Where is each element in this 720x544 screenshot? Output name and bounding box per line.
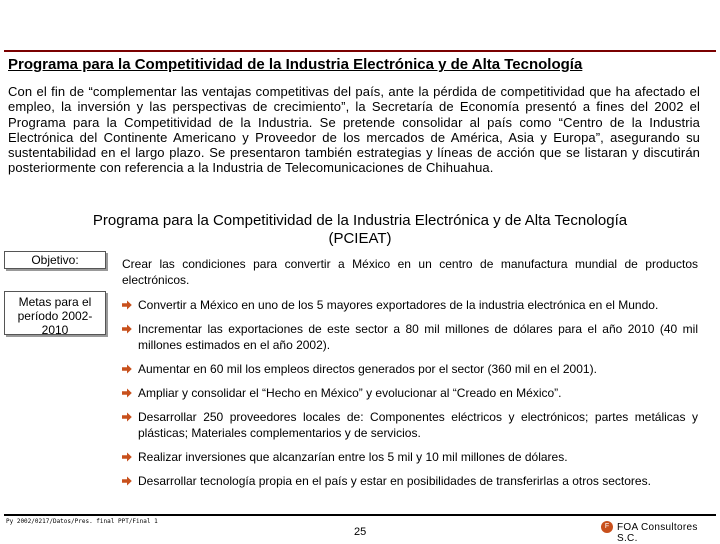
goal-text: Ampliar y consolidar el “Hecho en México” y evolucionar al “Creado en México”. [138,386,562,400]
goal-text: Incrementar las exportaciones de este sector a 80 mil millones de dólares para el año 2010 (40 mil millones estimados en el año 2002). [138,322,698,352]
goal-item [122,385,698,401]
goal-item [122,297,698,313]
arrow-right-icon [122,364,132,374]
top-rule [4,50,716,52]
goal-item [122,409,698,441]
program-title [30,212,690,248]
program-table [4,251,716,513]
goal-text: Aumentar en 60 mil los empleos directos generados por el sector (360 mil en el 2001). [138,362,597,376]
goal-item [122,449,698,465]
arrow-right-icon [122,388,132,398]
footer-file-path: Py 2002/0217/Datos/Pres. final PPT/Final 1 [6,518,158,525]
goal-item [122,321,698,353]
objective-label: Objetivo: [4,251,106,269]
goal-text: Convertir a México en uno de los 5 mayores exportadores de la industria electrónica en el Mundo. [138,298,659,312]
goal-item [122,361,698,377]
goals-label: Metas para el período 2002-2010 [4,291,106,335]
footer-rule [4,514,716,516]
goal-text: Desarrollar 250 proveedores locales de: Componentes eléctricos y electrónicos; partes metálicas y plásticas; Materiales complementarios y de servicios. [138,410,698,440]
company-logo: F [601,521,613,533]
goals-list [122,297,698,497]
arrow-right-icon [122,452,132,462]
goal-item [122,473,698,489]
arrow-right-icon [122,300,132,310]
arrow-right-icon [122,476,132,486]
goal-text: Desarrollar tecnología propia en el país y estar en posibilidades de transferirlas a otros sectores. [138,474,651,488]
page-number: 25 [354,526,367,538]
program-title-line-2: (PCIEAT) [328,230,392,247]
objective-text: Crear las condiciones para convertir a México en un centro de manufactura mundial de productos electrónicos. [122,257,698,287]
arrow-right-icon [122,324,132,334]
goal-text: Realizar inversiones que alcanzarían entre los 5 mil y 10 mil millones de dólares. [138,450,568,464]
arrow-right-icon [122,412,132,422]
program-title-line-1: Programa para la Competitividad de la Industria Electrónica y de Alta Tecnología [92,212,628,229]
page-title: Programa para la Competitividad de la Industria Electrónica y de Alta Tecnología [8,56,583,73]
company-name: FOA Consultores S.C. [617,522,698,544]
intro-paragraph: Con el fin de “complementar las ventajas competitivas del país, ante la pérdida de competitividad que ha afectado el empleo, la inversión y las perspectivas de crecimiento”, la Secretaría de Economía presentó a fines del 2002 el Programa para la Competitividad de la Industria. Se pretende consolidar al país como “Centro de la Industria Electrónica del Continente Americano y Proveedor de los mercados de América, Asia y Europa”, asegurando su sustentabilidad en el largo plazo. Se presentaron también estrategias y líneas de acción que se listaran y discutirán posteriormente con referencia a la Industria de Telecomunicaciones de Chihuahua. [8,84,700,176]
